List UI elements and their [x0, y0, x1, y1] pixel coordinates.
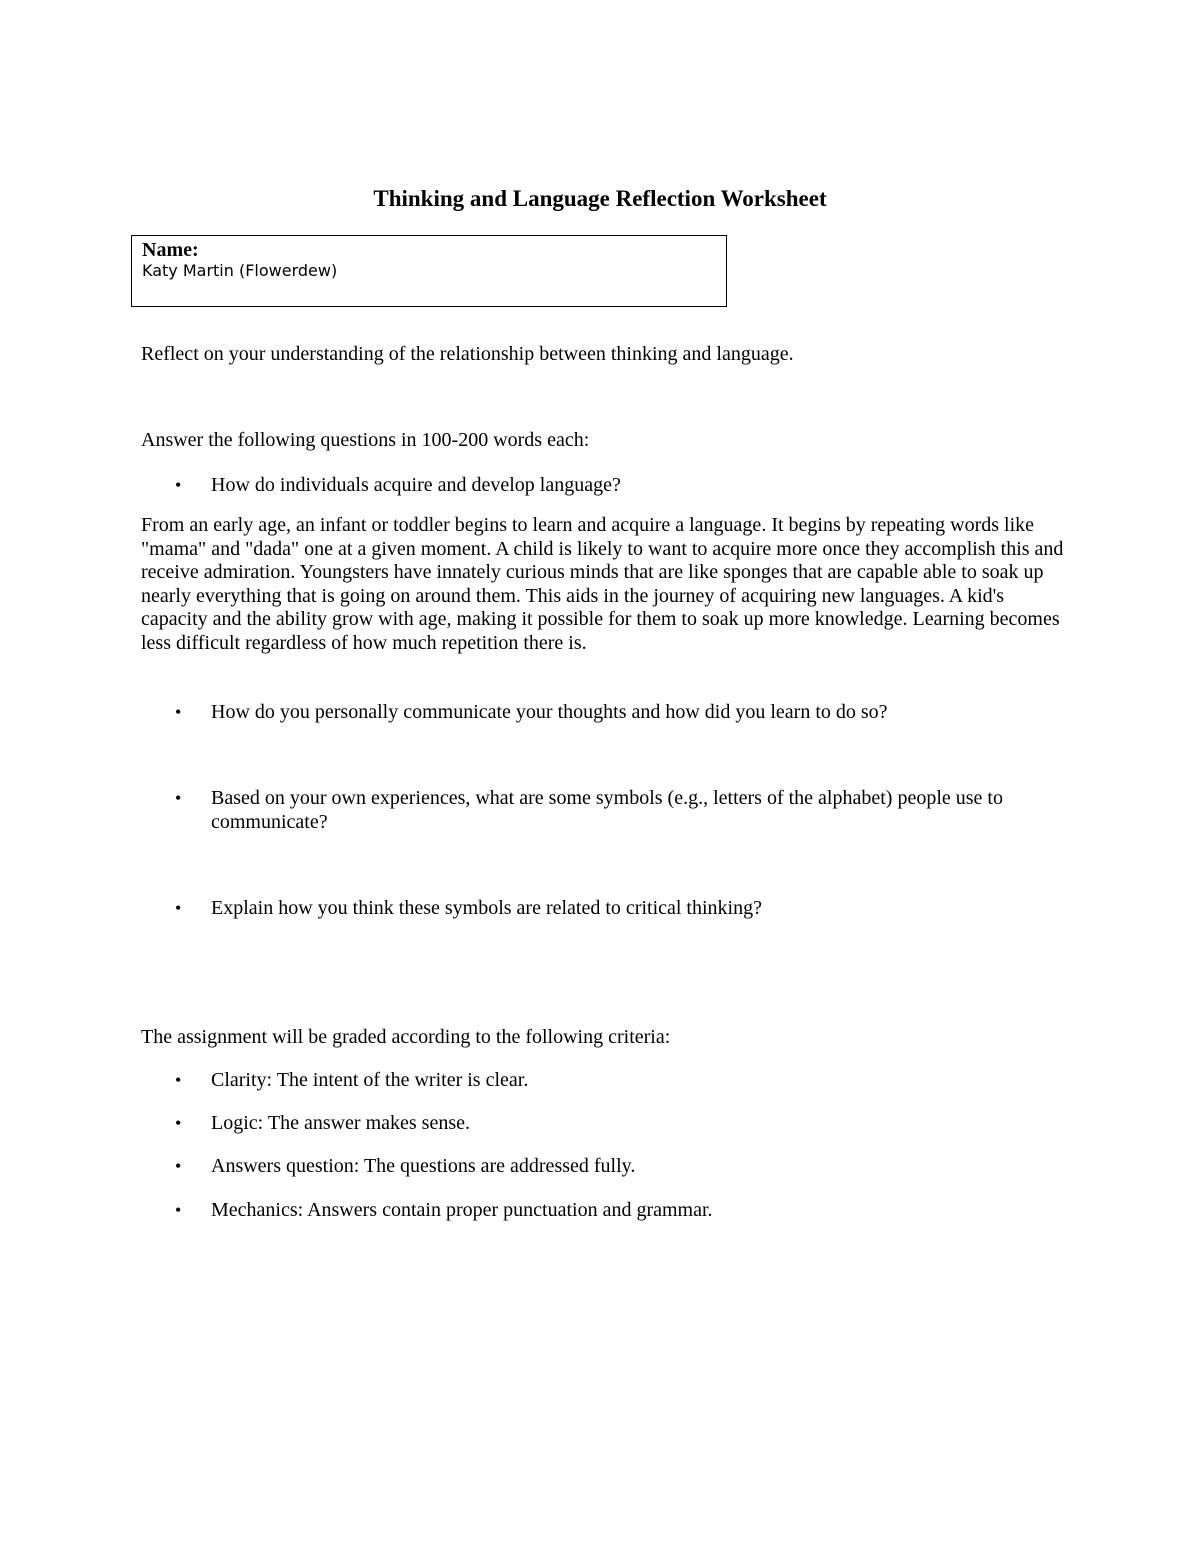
bullet-icon: •: [175, 898, 182, 918]
bullet-icon: •: [175, 1200, 182, 1220]
name-label: Name:: [142, 239, 199, 261]
worksheet-title: Thinking and Language Reflection Worksheet: [373, 186, 827, 211]
bullet-icon: •: [175, 1070, 182, 1090]
bullet-icon: •: [175, 1113, 182, 1133]
question-text: Explain how you think these symbols are related to critical thinking?: [211, 897, 762, 919]
criteria-text: Mechanics: Answers contain proper punctuation and grammar.: [211, 1199, 713, 1221]
criteria-text: Logic: The answer makes sense.: [211, 1112, 470, 1134]
grading-intro-text: The assignment will be graded according to the following criteria:: [141, 1026, 671, 1048]
name-value: Katy Martin (Flowerdew): [142, 261, 338, 280]
question-text: How do you personally communicate your thoughts and how did you learn to do so?: [211, 701, 888, 723]
bullet-icon: •: [175, 475, 182, 495]
criteria-text: Answers question: The questions are addressed fully.: [211, 1155, 636, 1177]
question-text: How do individuals acquire and develop language?: [211, 474, 621, 496]
bullet-icon: •: [175, 702, 182, 722]
answer-text: From an early age, an infant or toddler begins to learn and acquire a language. It begins by repeating words like "mama" and "dada" one at a given moment. A child is likely to want to acquire more once they accomplish this and receive admiration. Youngsters have innately curious minds that are like sponges that are capable able to soak up nearly everything that is going on around them. This aids in the journey of acquiring new languages. A kid's capacity and the ability grow with age, making it possible for them to soak up more knowledge. Learning becomes less difficult regardless of how much repetition there is.: [141, 514, 1064, 654]
instructions-text: Answer the following questions in 100-200 words each:: [141, 429, 590, 451]
bullet-icon: •: [175, 1156, 182, 1176]
bullet-icon: •: [175, 788, 182, 808]
question-text: Based on your own experiences, what are some symbols (e.g., letters of the alphabet) people use to communicate?: [211, 787, 1003, 833]
intro-text: Reflect on your understanding of the relationship between thinking and language.: [141, 343, 794, 365]
name-box: [131, 235, 727, 307]
criteria-text: Clarity: The intent of the writer is clear.: [211, 1069, 529, 1091]
